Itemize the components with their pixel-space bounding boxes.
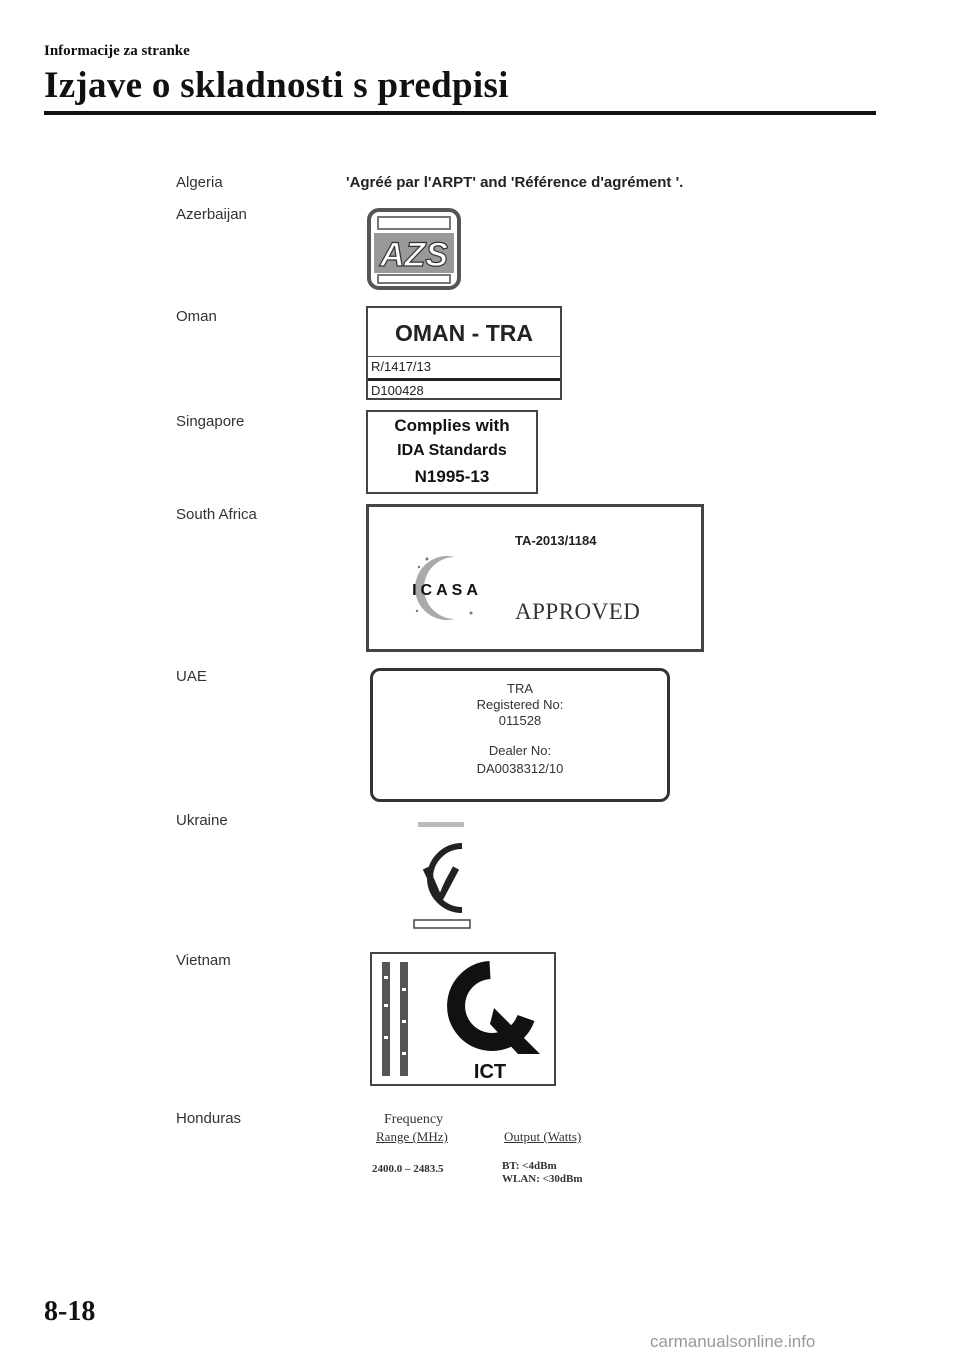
oman-reg-number: R/1417/13: [368, 356, 560, 376]
country-algeria: Algeria: [176, 174, 223, 191]
uae-line-5: DA0038312/10: [476, 761, 564, 776]
country-ukraine: Ukraine: [176, 812, 228, 829]
country-vietnam: Vietnam: [176, 952, 231, 969]
uae-line-3: 011528: [498, 713, 542, 728]
sg-line-1: Complies with: [394, 416, 510, 435]
country-south-africa: South Africa: [176, 506, 257, 523]
hn-bt-value: BT: <4dBm: [502, 1160, 557, 1172]
singapore-ida-label: [366, 410, 538, 494]
azs-logo: [366, 207, 462, 291]
sg-line-2: IDA Standards: [397, 442, 507, 459]
ict-logo-text: ICT: [473, 1061, 507, 1083]
hn-frequency-header: Frequency: [384, 1112, 444, 1127]
page-number: 8-18: [44, 1296, 96, 1327]
uae-tra-label: [370, 668, 670, 802]
algeria-approval-text: 'Agréé par l'ARPT' and 'Référence d'agrément '.: [346, 174, 684, 191]
country-honduras: Honduras: [176, 1110, 242, 1127]
page-title: Izjave o skladnosti s predpisi: [44, 65, 509, 106]
azs-logo-text: AZS: [380, 236, 448, 274]
uae-line-1: TRA: [507, 681, 533, 696]
country-uae: UAE: [176, 668, 207, 685]
watermark: carmanualsonline.info: [650, 1332, 816, 1351]
ukraine-conformity-mark: [400, 820, 482, 932]
hn-wlan-value: WLAN: <30dBm: [502, 1173, 583, 1185]
uae-line-4: Dealer No:: [488, 743, 552, 758]
title-rule: [44, 111, 876, 115]
oman-dealer-number: D100428: [368, 378, 560, 401]
oman-title: OMAN - TRA: [395, 320, 533, 346]
sg-line-3: N1995-13: [414, 467, 490, 486]
hn-range-header: Range (MHz): [376, 1129, 448, 1144]
uae-line-2: Registered No:: [476, 697, 564, 712]
ict-logo: [428, 958, 552, 1084]
country-azerbaijan: Azerbaijan: [176, 206, 247, 223]
za-approved: APPROVED: [515, 599, 641, 624]
icasa-logo: [397, 547, 497, 627]
hn-output-header: Output (Watts): [504, 1129, 582, 1144]
vietnam-ict-label: [370, 952, 556, 1086]
oman-tra-label: [366, 306, 562, 400]
za-ta-number: TA-2013/1184: [515, 533, 597, 548]
country-singapore: Singapore: [176, 413, 245, 430]
icasa-logo-text: ICASA: [412, 582, 482, 599]
south-africa-icasa-label: [366, 504, 704, 652]
vietnam-vertical-code: [374, 956, 426, 1082]
section-label: Informacije za stranke: [44, 43, 190, 59]
country-oman: Oman: [176, 308, 217, 325]
hn-range-value: 2400.0 – 2483.5: [372, 1163, 444, 1175]
